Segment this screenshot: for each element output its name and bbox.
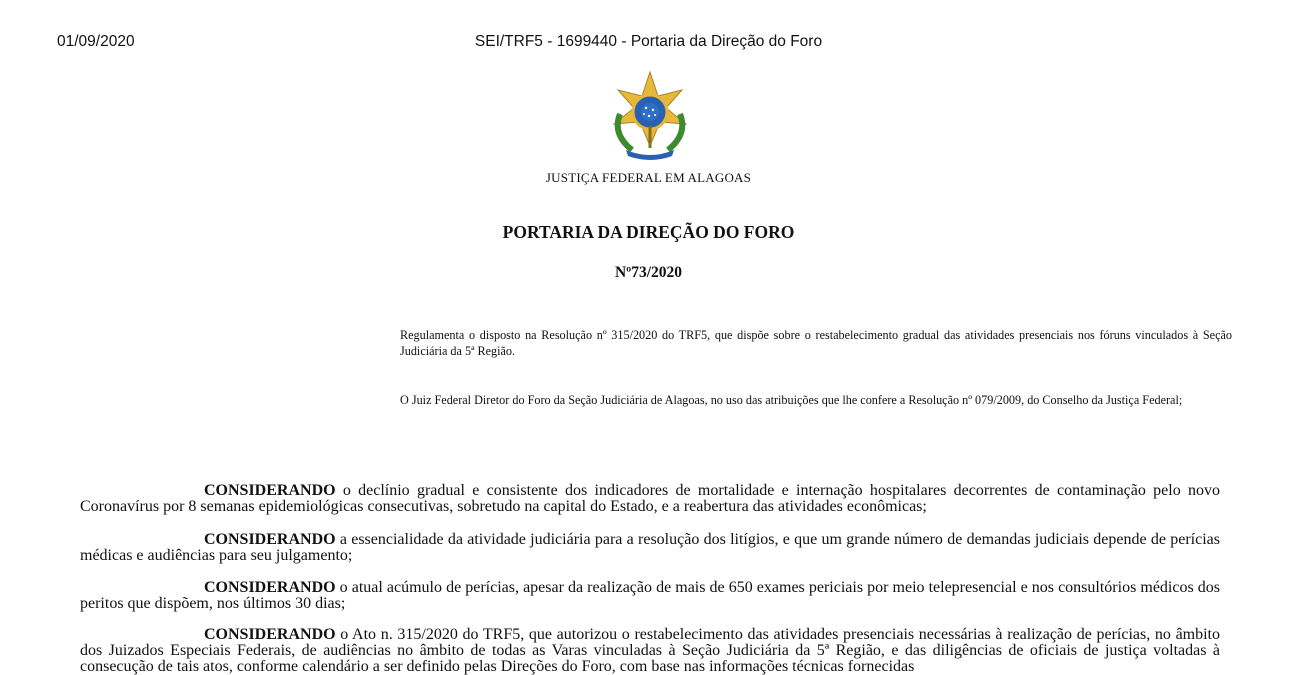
- considerando-lead: CONSIDERANDO: [204, 626, 336, 643]
- document-title: PORTARIA DA DIREÇÃO DO FORO: [502, 222, 795, 242]
- coat-of-arms-icon: [606, 70, 694, 162]
- organization-name: JUSTIÇA FEDERAL EM ALAGOAS: [545, 170, 752, 185]
- considerando-lead: CONSIDERANDO: [204, 531, 336, 548]
- considerando-lead: CONSIDERANDO: [204, 579, 336, 596]
- considerando-paragraph-2: [80, 532, 1220, 564]
- considerando-text: a essencialidade da atividade judiciária para a resolução dos litígios, e que um grande número de demandas judiciais depende de perícias médicas e audiências para seu julgamento;: [80, 531, 1220, 564]
- considerando-text: o declínio gradual e consistente dos indicadores de mortalidade e internação hospitalares decorrentes de contaminação pelo novo Coronavírus por 8 semanas epidemiológicas consecutivas, sobretudo na capital do Estado, e a reabertura das atividades econômicas;: [80, 482, 1220, 515]
- header-date: 01/09/2020: [57, 33, 135, 50]
- crest-ribbon: [626, 150, 674, 160]
- considerando-text: o Ato n. 315/2020 do TRF5, que autorizou o restabelecimento das atividades presenciais necessárias à realização de perícias, no âmbito dos Juizados Especiais Federais, de audiências no âmbito de todas as Varas vinculadas à Seção Judiciária da 5ª Região, e das diligências de oficiais de justiça voltadas à consecução de tais atos, conforme calendário a ser definido pelas Direções do Foro, com base nas informações técnicas fornecidas: [80, 626, 1220, 675]
- considerando-paragraph-1: [80, 483, 1220, 515]
- ementa-paragraph: Regulamenta o disposto na Resolução nº 315/2020 do TRF5, que dispõe sobre o restabelecimento gradual das atividades presenciais nos fóruns vinculados à Seção Judiciária da 5ª Região.: [400, 328, 1232, 358]
- preamble-paragraph: O Juiz Federal Diretor do Foro da Seção Judiciária de Alagoas, no uso das atribuições que lhe confere a Resolução nº 079/2009, do Conselho da Justiça Federal;: [400, 393, 1183, 407]
- considerando-lead: CONSIDERANDO: [204, 482, 336, 499]
- considerando-paragraph-4: [80, 627, 1220, 675]
- considerando-text: o atual acúmulo de perícias, apesar da realização de mais de 650 exames periciais por meio telepresencial e nos consultórios médicos dos peritos que dispõem, nos últimos 30 dias;: [80, 579, 1220, 612]
- crest-sword: [649, 126, 652, 148]
- header-document-title: SEI/TRF5 - 1699440 - Portaria da Direção do Foro: [474, 33, 823, 50]
- considerando-paragraph-3: [80, 580, 1220, 612]
- document-number: Nº73/2020: [614, 264, 683, 281]
